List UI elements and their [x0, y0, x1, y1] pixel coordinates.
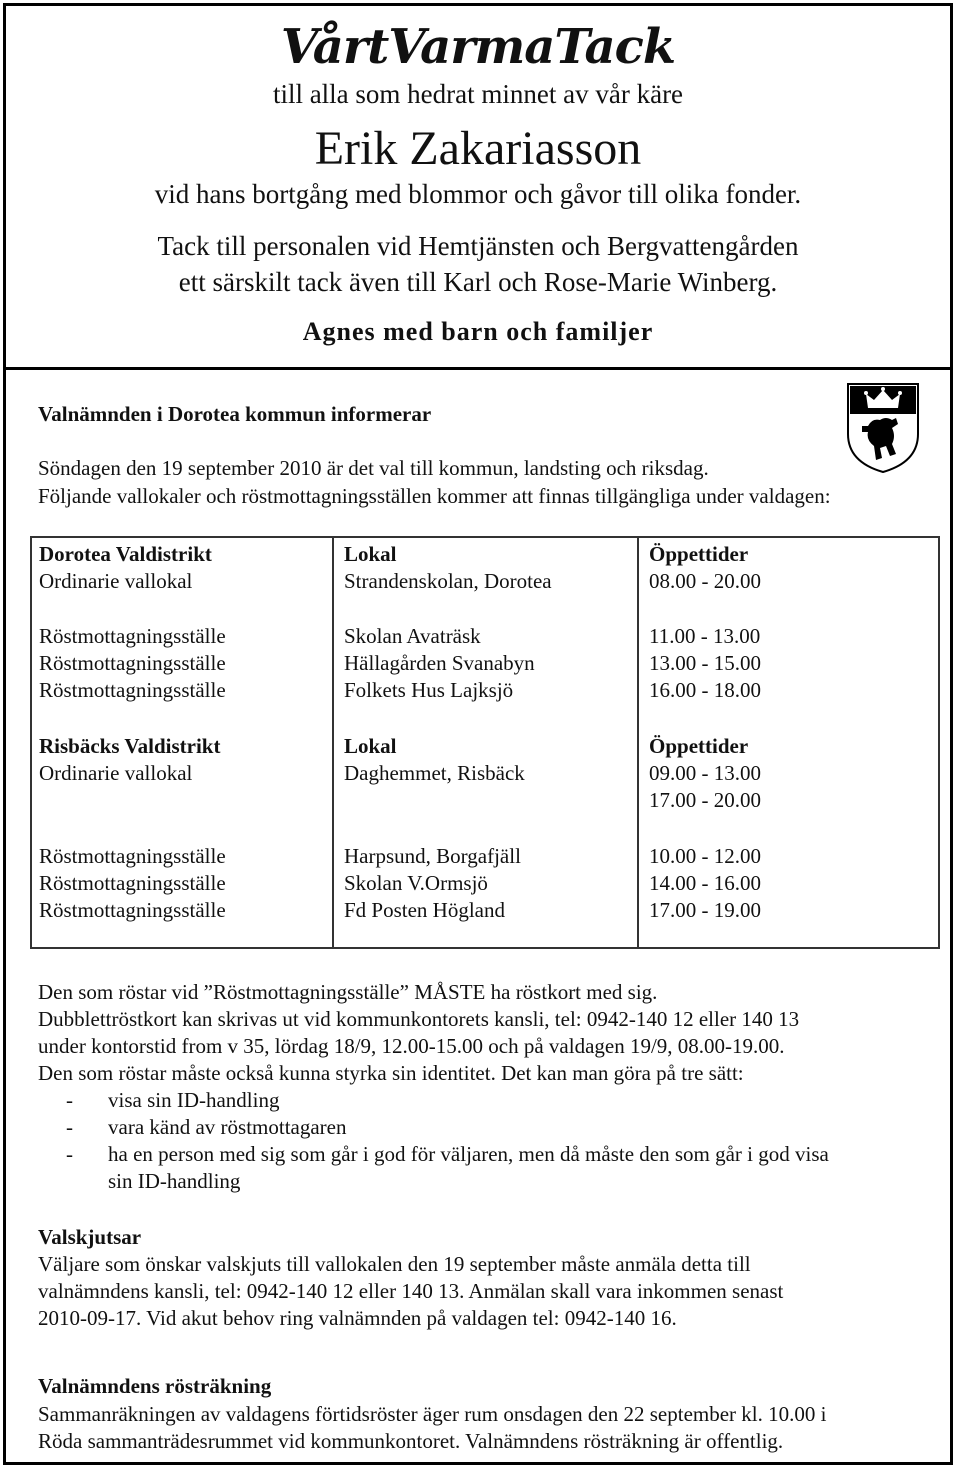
station-type: Röstmottagningsställe	[39, 871, 226, 895]
station-type: Röstmottagningsställe	[39, 898, 226, 922]
ordinary-label: Ordinarie vallokal	[39, 761, 193, 785]
count-line-1: Sammanräkningen av valdagens förtidsröster äger rum onsdagen den 22 september kl. 10.00 i	[38, 1402, 827, 1426]
count-heading: Valnämndens rösträkning	[38, 1374, 272, 1398]
valskjutsar-line-1: Väljare som önskar valskjuts till vallokalen den 19 september måste anmäla detta till	[38, 1252, 751, 1276]
polling-places-table	[30, 536, 940, 949]
bullet-dash: -	[66, 1115, 73, 1139]
note-line-2: Dubblettröstkort kan skrivas ut vid kommunkontorets kansli, tel: 0942-140 12 eller 140 13	[38, 1007, 800, 1031]
station-place: Harpsund, Borgafjäll	[344, 844, 521, 868]
thanks-line-1: till alla som hedrat minnet av vår käre	[272, 79, 684, 109]
note-line-4: Den som röstar måste också kunna styrka sin identitet. Det kan man göra på tre sätt:	[38, 1061, 744, 1085]
thanks-signature: Agnes med barn och familjer	[302, 317, 654, 346]
ordinary-place: Daghemmet, Risbäck	[344, 761, 525, 785]
times-header: Öppettider	[649, 542, 749, 566]
thanks-notice	[3, 3, 953, 370]
station-type: Röstmottagningsställe	[39, 678, 226, 702]
ordinary-time: 09.00 - 13.00	[649, 761, 761, 785]
deceased-name: Erik Zakariasson	[314, 122, 642, 175]
station-time: 17.00 - 19.00	[649, 898, 761, 922]
column-divider	[332, 538, 334, 947]
bullet-item: visa sin ID-handling	[108, 1088, 280, 1112]
station-type: Röstmottagningsställe	[39, 651, 226, 675]
valskjutsar-line-3: 2010-09-17. Vid akut behov ring valnämnden på valdagen tel: 0942-140 16.	[38, 1306, 677, 1330]
bullet-dash: -	[66, 1088, 73, 1112]
ordinary-label: Ordinarie vallokal	[39, 569, 193, 593]
thanks-title: VårtVarmaTack	[280, 19, 676, 75]
info-heading: Valnämnden i Dorotea kommun informerar	[38, 402, 432, 426]
district-dorotea: Dorotea Valdistrikt	[39, 542, 212, 566]
station-place: Skolan Avaträsk	[344, 624, 481, 648]
station-time: 11.00 - 13.00	[649, 624, 761, 648]
district-risback: Risbäcks Valdistrikt	[39, 734, 221, 758]
ordinary-time: 08.00 - 20.00	[649, 569, 761, 593]
bullet-item: vara känd av röstmottagaren	[108, 1115, 347, 1139]
column-divider	[637, 538, 639, 947]
station-time: 13.00 - 15.00	[649, 651, 761, 675]
bullet-item: ha en person med sig som går i god för väljaren, men då måste den som går i god visa	[108, 1142, 829, 1166]
note-line-1: Den som röstar vid ”Röstmottagningsställe” MÅSTE ha röstkort med sig.	[38, 980, 658, 1004]
note-line-3: under kontorstid from v 35, lördag 18/9, 12.00-15.00 och på valdagen 19/9, 08.00-19.00.	[38, 1034, 785, 1058]
station-place: Hällagården Svanabyn	[344, 651, 535, 675]
ordinary-time-2: 17.00 - 20.00	[649, 788, 761, 812]
station-place: Skolan V.Ormsjö	[344, 871, 488, 895]
station-time: 10.00 - 12.00	[649, 844, 761, 868]
station-type: Röstmottagningsställe	[39, 624, 226, 648]
valskjutsar-line-2: valnämndens kansli, tel: 0942-140 12 eller 140 13. Anmälan skall vara inkommen senast	[38, 1279, 784, 1303]
station-place: Fd Posten Högland	[344, 898, 506, 922]
station-type: Röstmottagningsställe	[39, 844, 226, 868]
bullet-dash: -	[66, 1142, 73, 1166]
station-place: Folkets Hus Lajksjö	[344, 678, 514, 702]
info-paragraph-1: Söndagen den 19 september 2010 är det val till kommun, landsting och riksdag.	[38, 456, 709, 480]
thanks-line-2: vid hans bortgång med blommor och gåvor till olika fonder.	[154, 179, 802, 209]
station-time: 14.00 - 16.00	[649, 871, 761, 895]
coat-of-arms-icon	[846, 382, 920, 474]
valskjutsar-heading: Valskjutsar	[38, 1225, 142, 1249]
times-header: Öppettider	[649, 734, 749, 758]
station-time: 16.00 - 18.00	[649, 678, 761, 702]
thanks-line-3: Tack till personalen vid Hemtjänsten och Bergvattengården	[157, 231, 799, 261]
count-line-2: Röda sammanträdesrummet vid kommunkontoret. Valnämndens rösträkning är offentlig.	[38, 1429, 784, 1453]
bullet-item-continued: sin ID-handling	[108, 1169, 241, 1193]
lokal-header: Lokal	[344, 734, 397, 758]
lokal-header: Lokal	[344, 542, 397, 566]
ordinary-place: Strandenskolan, Dorotea	[344, 569, 552, 593]
thanks-line-4: ett särskilt tack även till Karl och Rose-Marie Winberg.	[178, 267, 778, 297]
info-paragraph-2: Följande vallokaler och röstmottagningsställen kommer att finnas tillgängliga under valdagen:	[38, 484, 831, 508]
